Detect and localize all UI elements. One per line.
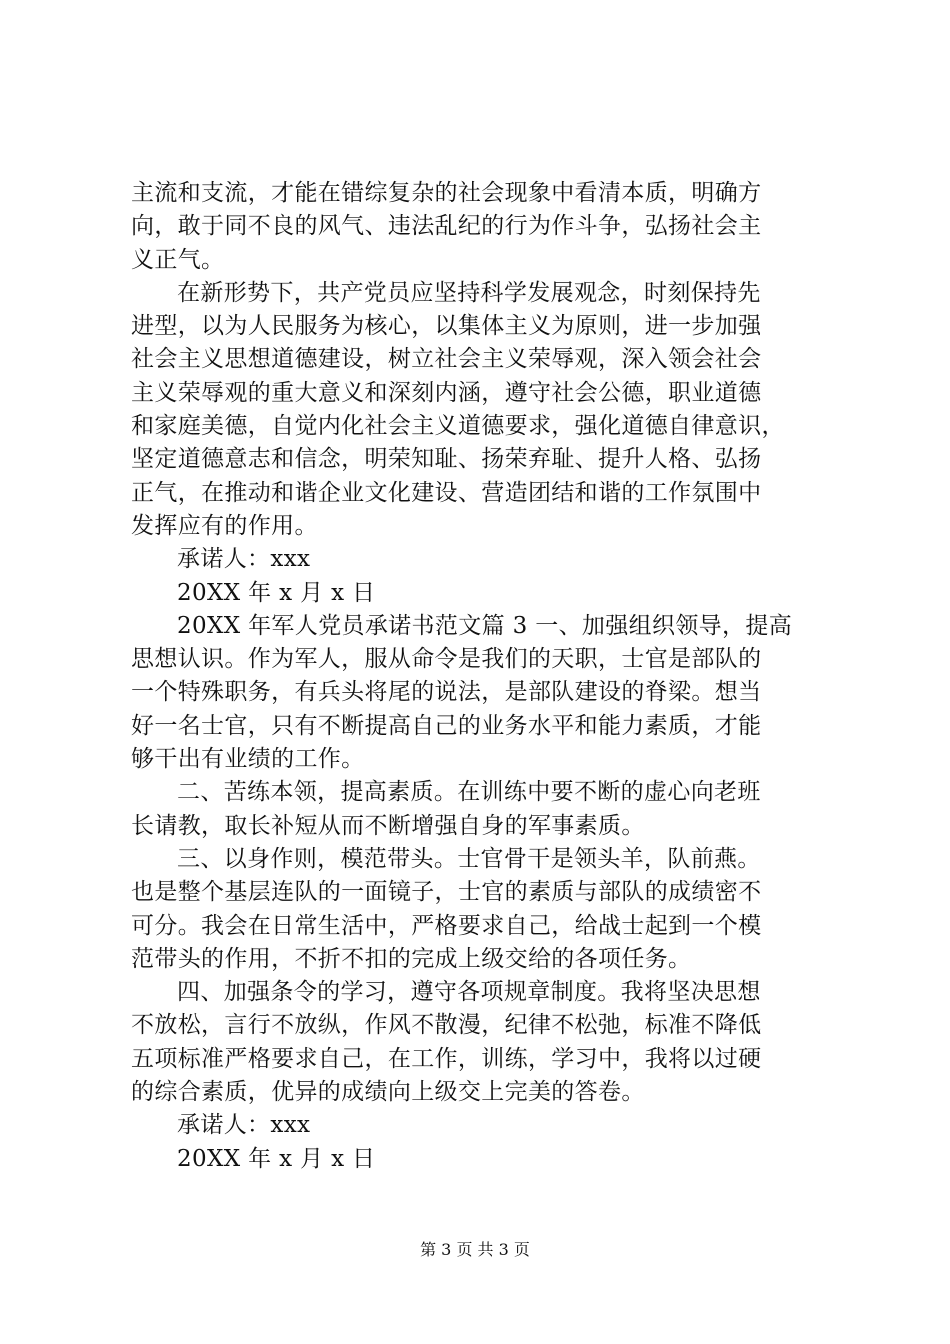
text-line: 长请教，取长补短从而不断增强自身的军事素质。: [131, 812, 645, 839]
text-line: 向，敢于同不良的风气、违法乱纪的行为作斗争，弘扬社会主: [131, 213, 762, 240]
text-line: 好一名士官，只有不断提高自己的业务水平和能力素质，才能: [131, 712, 762, 739]
page-footer: 第 3 页 共 3 页: [420, 1240, 530, 1259]
document-body: [131, 177, 823, 1176]
text-line: 承诺人：xxx: [177, 1112, 311, 1139]
text-line: 的综合素质，优异的成绩向上级交上完美的答卷。: [131, 1079, 645, 1106]
text-line: 一个特殊职务，有兵头将尾的说法，是部队建设的脊梁。想当: [131, 679, 762, 706]
text-line: 范带头的作用，不折不扣的完成上级交给的各项任务。: [131, 945, 692, 972]
text-line: 20XX 年 x 月 x 日: [177, 579, 376, 606]
text-line: 坚定道德意志和信念，明荣知耻、扬荣弃耻、提升人格、弘扬: [131, 446, 762, 473]
text-line: 够干出有业绩的工作。: [131, 746, 365, 773]
text-line: 可分。我会在日常生活中，严格要求自己，给战士起到一个模: [131, 912, 762, 939]
text-line: 不放松，言行不放纵，作风不散漫，纪律不松弛，标准不降低: [131, 1012, 762, 1039]
text-line: 在新形势下，共产党员应坚持科学发展观念，时刻保持先: [177, 279, 761, 306]
text-line: 主流和支流，才能在错综复杂的社会现象中看清本质，明确方: [131, 180, 762, 206]
text-line: 正气，在推动和谐企业文化建设、营造团结和谐的工作氛围中: [131, 479, 762, 506]
text-line: 20XX 年军人党员承诺书范文篇 3 一、加强组织领导，提高: [177, 612, 793, 639]
text-line: 五项标准严格要求自己，在工作，训练，学习中，我将以过硬: [131, 1045, 762, 1072]
text-line: 和家庭美德，自觉内化社会主义道德要求，强化道德自律意识，: [131, 413, 785, 440]
text-line: 主义荣辱观的重大意义和深刻内涵，遵守社会公德，职业道德: [131, 379, 762, 406]
text-line: 思想认识。作为军人，服从命令是我们的天职，士官是部队的: [131, 646, 762, 673]
text-line: 义正气。: [131, 246, 225, 273]
text-line: 四、加强条令的学习，遵守各项规章制度。我将坚决思想: [177, 979, 761, 1006]
text-line: 进型，以为人民服务为核心，以集体主义为原则，进一步加强: [131, 313, 762, 340]
text-line: 20XX 年 x 月 x 日: [177, 1145, 376, 1172]
text-line: 三、以身作则，模范带头。士官骨干是领头羊，队前燕。: [177, 845, 761, 872]
text-line: 社会主义思想道德建设，树立社会主义荣辱观，深入领会社会: [131, 346, 762, 373]
text-line: 也是整个基层连队的一面镜子，士官的素质与部队的成绩密不: [131, 879, 762, 906]
text-line: 承诺人：xxx: [177, 546, 311, 573]
text-line: 发挥应有的作用。: [131, 512, 318, 539]
text-line: 二、苦练本领，提高素质。在训练中要不断的虚心向老班: [177, 779, 761, 806]
